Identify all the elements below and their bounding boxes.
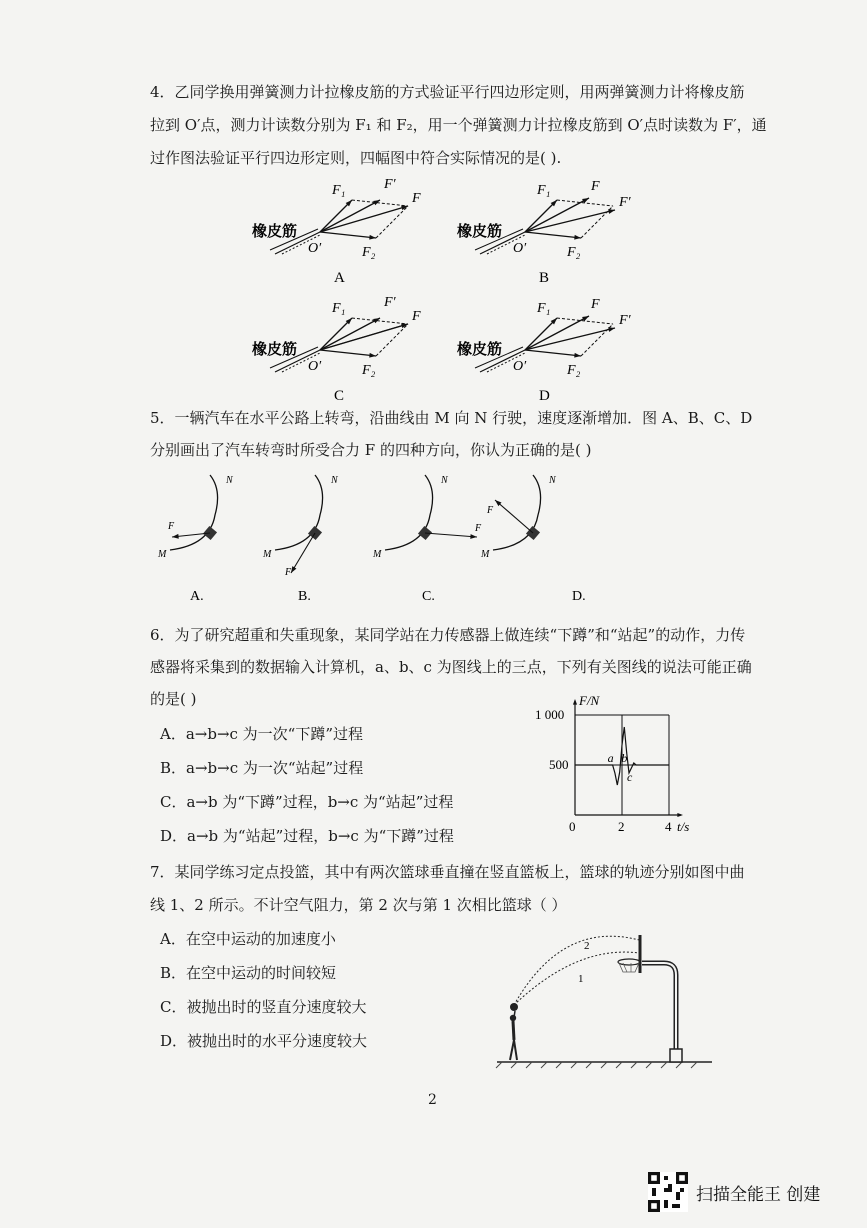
q6-option-a: A．a→b→c 为一次“下蹲”过程 — [160, 725, 364, 743]
q4-diagram-A — [252, 177, 421, 286]
q5-line1: 5．一辆汽车在水平公路上转弯，沿曲线由 M 向 N 行驶，速度逐渐增加．图 A、B、C、D — [150, 409, 753, 427]
q7-line1: 7．某同学练习定点投篮，其中有两次篮球垂直撞在竖直篮板上，篮球的轨迹分别如图中曲 — [150, 863, 745, 881]
f-prime-arrow-head — [608, 209, 615, 214]
f-prime-arrow-head — [608, 327, 615, 332]
q5-line2: 分别画出了汽车转弯时所受合力 F 的四种方向，你认为正确的是( ) — [150, 441, 592, 459]
m-label: M — [481, 549, 490, 560]
x-tick-label: 2 — [618, 819, 625, 834]
f-arrow — [525, 198, 589, 232]
point-b-label: b — [621, 751, 628, 765]
f-arrow-head — [291, 566, 296, 573]
option-label: B — [539, 270, 550, 286]
q6-line1: 6．为了研究超重和失重现象，某同学站在力传感器上做连续“下蹲”和“站起”的动作，力传 — [150, 626, 746, 644]
f2-arrow — [525, 350, 581, 356]
f-arrow — [525, 316, 589, 350]
f-label: F — [475, 523, 482, 534]
curve-2-label: 2 — [584, 940, 590, 952]
f1-label: F₁ — [537, 301, 551, 316]
n-label: N — [441, 475, 448, 486]
m-label: M — [373, 549, 382, 560]
force-time-chart — [535, 683, 715, 838]
f2-arrow — [525, 232, 581, 238]
origin-label: O′ — [308, 241, 322, 256]
q5-curve-diagrams — [150, 465, 630, 610]
f1-label: F₁ — [332, 183, 346, 198]
rubber-band-label: 橡皮筋 — [252, 224, 298, 240]
y-tick-label: 1 000 — [535, 707, 565, 722]
f-arrow — [291, 533, 315, 573]
f2-label: F₂ — [362, 363, 376, 378]
rubber-band-label: 橡皮筋 — [252, 342, 298, 358]
point-a-label: a — [607, 751, 614, 765]
f-prime-label: F′ — [384, 177, 396, 192]
option-label: D — [539, 388, 550, 400]
x-tick-label: 4 — [665, 819, 672, 834]
f2-label: F₂ — [567, 363, 581, 378]
q7-line2: 线 1、2 所示。不计空气阻力，第 2 次与第 1 次相比篮球（ ） — [150, 896, 567, 914]
m-label: M — [158, 549, 167, 560]
f-label: F — [168, 521, 175, 532]
f2-label: F₂ — [362, 245, 376, 260]
q6-line2: 感器将采集到的数据输入计算机，a、b、c 为图线上的三点，下列有关图线的说法可能正确 — [150, 658, 752, 676]
rubber-band-label: 橡皮筋 — [457, 224, 503, 240]
option-label: A — [334, 270, 345, 286]
y-axis-label: F/N — [579, 693, 600, 708]
point-c-label: c — [627, 770, 633, 784]
y-tick-label: 500 — [549, 757, 569, 772]
f-prime-arrow — [525, 210, 615, 232]
f-prime-label: F′ — [619, 313, 631, 328]
q7-option-d: D．被抛出时的水平分速度较大 — [160, 1032, 368, 1050]
x-axis-label: t/s — [677, 819, 690, 834]
f-label: F — [591, 297, 600, 312]
f-prime-arrow — [320, 200, 380, 232]
f1-label: F₁ — [332, 301, 346, 316]
n-label: N — [331, 475, 338, 486]
option-label: D. — [572, 589, 586, 604]
q4-force-diagrams — [240, 170, 660, 400]
option-label: C — [334, 388, 345, 400]
parallelogram-edge — [581, 206, 613, 238]
f-label: F — [412, 191, 421, 206]
f2-label: F₂ — [567, 245, 581, 260]
f-prime-arrow — [320, 318, 380, 350]
q5-diagram-C. — [372, 475, 482, 604]
option-label: B. — [298, 589, 311, 604]
n-label: N — [226, 475, 233, 486]
scanner-footer — [648, 1170, 820, 1214]
parallelogram-edge — [581, 324, 613, 356]
q5-diagram-B. — [262, 475, 339, 604]
f-label: F — [487, 505, 494, 516]
parallelogram-edge — [352, 200, 408, 206]
q4-line1: 4．乙同学换用弹簧测力计拉橡皮筋的方式验证平行四边形定则，用两弹簧测力计将橡皮筋 — [150, 83, 745, 101]
f1-label: F₁ — [537, 183, 551, 198]
f-arrow — [495, 500, 533, 533]
f-arrow — [425, 533, 477, 537]
q5-diagram-D. — [480, 475, 586, 604]
page-number: 2 — [428, 1092, 437, 1108]
f-prime-label: F′ — [619, 195, 631, 210]
q6-option-d: D．a→b 为“站起”过程，b→c 为“下蹲”过程 — [160, 827, 454, 845]
qr-code-icon — [648, 1172, 688, 1212]
f2-arrow — [320, 232, 376, 238]
q4-line3: 过作图法验证平行四边形定则，四幅图中符合实际情况的是( ). — [150, 149, 562, 167]
f-prime-arrow — [525, 328, 615, 350]
q4-diagram-B — [457, 179, 632, 286]
q7-option-c: C．被抛出时的竖直分速度较大 — [160, 998, 367, 1016]
f-label: F — [591, 179, 600, 194]
curve-1-label: 1 — [578, 973, 584, 985]
x-tick-label: 0 — [569, 819, 576, 834]
rubber-band-label: 橡皮筋 — [457, 342, 503, 358]
q4-diagram-C — [252, 295, 421, 400]
q4-line2: 拉到 O′点，测力计读数分别为 F₁ 和 F₂，用一个弹簧测力计拉橡皮筋到 O′点时读数为 F′，通 — [150, 116, 767, 134]
f1-arrow — [525, 318, 557, 350]
q5-diagram-A. — [157, 475, 234, 604]
f-label: F — [412, 309, 421, 324]
x-axis-arrow — [677, 813, 683, 817]
f-prime-label: F′ — [384, 295, 396, 310]
q4-diagram-D — [457, 297, 632, 400]
n-label: N — [549, 475, 556, 486]
f1-arrow — [525, 200, 557, 232]
q6-option-c: C．a→b 为“下蹲”过程，b→c 为“站起”过程 — [160, 793, 454, 811]
scanner-brand-text: 扫描全能王 创建 — [696, 1184, 821, 1205]
y-axis-arrow — [573, 699, 577, 705]
m-label: M — [263, 549, 272, 560]
f-label: F — [285, 567, 292, 578]
parallelogram-edge — [352, 318, 408, 324]
basketball-diagram — [492, 925, 722, 1070]
q7-option-b: B．在空中运动的时间较短 — [160, 964, 337, 982]
option-label: A. — [190, 589, 204, 604]
origin-label: O′ — [513, 241, 527, 256]
f-arrow-head — [172, 534, 179, 539]
q7-option-a: A．在空中运动的加速度小 — [160, 930, 336, 948]
origin-label: O′ — [513, 359, 527, 374]
option-label: C. — [422, 589, 435, 604]
f2-arrow — [320, 350, 376, 356]
origin-label: O′ — [308, 359, 322, 374]
q6-line3: 的是( ) — [150, 690, 197, 708]
q6-option-b: B．a→b→c 为一次“站起”过程 — [160, 759, 364, 777]
